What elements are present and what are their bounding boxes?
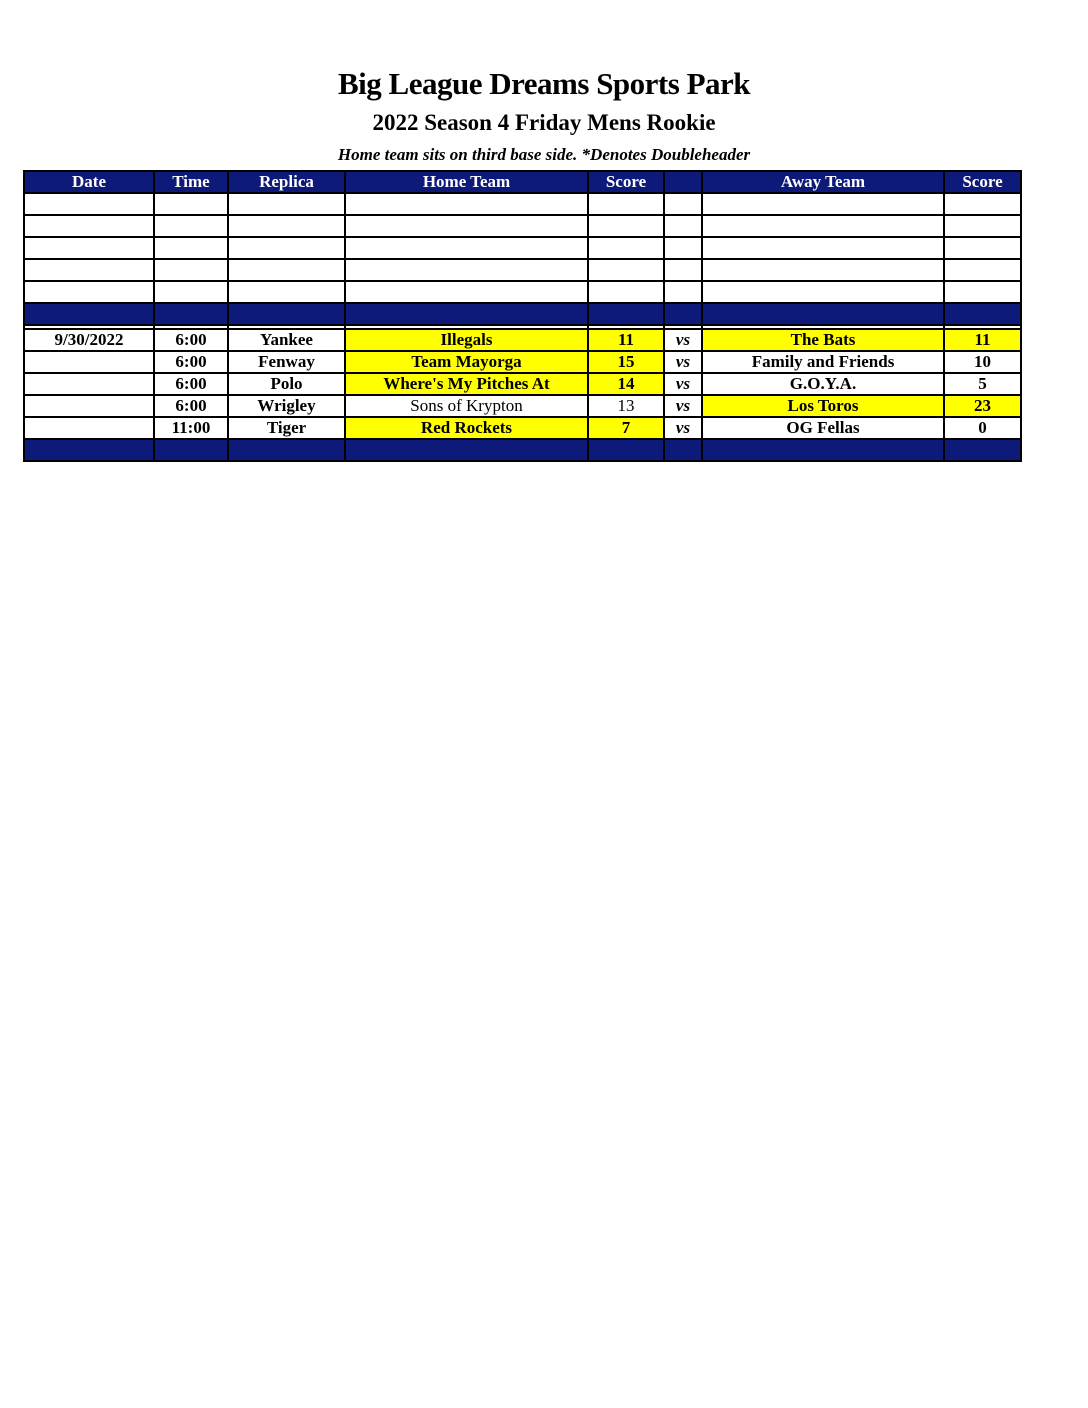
vs-cell: vs: [664, 351, 702, 373]
home-score-cell: 13: [588, 395, 664, 417]
column-header-home-score: Score: [588, 171, 664, 193]
home-score-cell: 11: [588, 329, 664, 351]
away-score-cell: 0: [944, 417, 1021, 439]
away-score-cell: 23: [944, 395, 1021, 417]
header-row: [24, 171, 1021, 193]
replica-cell: Tiger: [228, 417, 345, 439]
home-team-cell: Sons of Krypton: [345, 395, 588, 417]
empty-row: [24, 193, 1021, 215]
empty-row: [24, 215, 1021, 237]
vs-cell: vs: [664, 329, 702, 351]
vs-cell: vs: [664, 417, 702, 439]
separator-band: [24, 303, 1021, 325]
date-cell: [24, 417, 154, 439]
replica-cell: Yankee: [228, 329, 345, 351]
game-row: [24, 373, 1021, 395]
away-team-cell: Family and Friends: [702, 351, 944, 373]
schedule-table: [23, 170, 1022, 462]
game-row: [24, 395, 1021, 417]
date-cell: 9/30/2022: [24, 329, 154, 351]
game-row: [24, 351, 1021, 373]
empty-row: [24, 237, 1021, 259]
replica-cell: Wrigley: [228, 395, 345, 417]
game-row: [24, 329, 1021, 351]
vs-cell: vs: [664, 395, 702, 417]
home-team-cell: Red Rockets: [345, 417, 588, 439]
home-score-cell: 7: [588, 417, 664, 439]
column-header-time: Time: [154, 171, 228, 193]
date-cell: [24, 373, 154, 395]
away-team-cell: OG Fellas: [702, 417, 944, 439]
date-cell: [24, 395, 154, 417]
schedule-note: Home team sits on third base side. *Denotes Doubleheader: [337, 145, 751, 164]
away-team-cell: The Bats: [702, 329, 944, 351]
column-header-away-team: Away Team: [702, 171, 944, 193]
page-subtitle: 2022 Season 4 Friday Mens Rookie: [372, 110, 716, 135]
home-team-cell: Team Mayorga: [345, 351, 588, 373]
away-score-cell: 11: [944, 329, 1021, 351]
time-cell: 6:00: [154, 373, 228, 395]
footer-band: [24, 439, 1021, 461]
time-cell: 6:00: [154, 395, 228, 417]
column-header-replica: Replica: [228, 171, 345, 193]
away-team-cell: G.O.Y.A.: [702, 373, 944, 395]
away-score-cell: 10: [944, 351, 1021, 373]
home-team-cell: Where's My Pitches At: [345, 373, 588, 395]
away-team-cell: Los Toros: [702, 395, 944, 417]
column-header-away-score: Score: [944, 171, 1021, 193]
vs-cell: vs: [664, 373, 702, 395]
time-cell: 6:00: [154, 351, 228, 373]
time-cell: 11:00: [154, 417, 228, 439]
empty-row: [24, 259, 1021, 281]
page-title: Big League Dreams Sports Park: [337, 66, 751, 101]
column-header-home-team: Home Team: [345, 171, 588, 193]
home-score-cell: 14: [588, 373, 664, 395]
column-header-vs: [664, 171, 702, 193]
date-cell: [24, 351, 154, 373]
away-score-cell: 5: [944, 373, 1021, 395]
home-score-cell: 15: [588, 351, 664, 373]
replica-cell: Polo: [228, 373, 345, 395]
home-team-cell: Illegals: [345, 329, 588, 351]
game-row: [24, 417, 1021, 439]
replica-cell: Fenway: [228, 351, 345, 373]
empty-row: [24, 281, 1021, 303]
column-header-date: Date: [24, 171, 154, 193]
time-cell: 6:00: [154, 329, 228, 351]
